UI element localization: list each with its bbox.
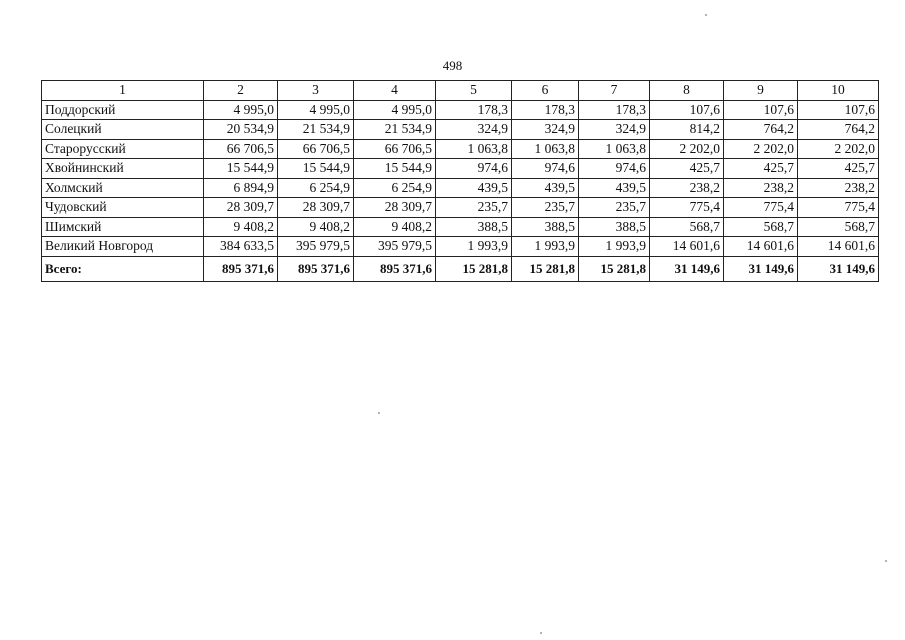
table-cell: 235,7 — [512, 198, 579, 218]
table-cell: 28 309,7 — [204, 198, 278, 218]
table-row — [42, 178, 879, 198]
table-cell: 14 601,6 — [724, 237, 798, 257]
table-cell: 439,5 — [512, 178, 579, 198]
table-cell: 425,7 — [724, 159, 798, 179]
table-row — [42, 237, 879, 257]
table-cell: 4 995,0 — [278, 100, 354, 120]
column-header: 8 — [650, 81, 724, 101]
total-cell: 15 281,8 — [436, 256, 512, 281]
total-cell: 895 371,6 — [204, 256, 278, 281]
district-name: Солецкий — [42, 120, 204, 140]
table-header-row — [42, 81, 879, 101]
total-cell: 895 371,6 — [278, 256, 354, 281]
table-cell: 9 408,2 — [278, 217, 354, 237]
table-cell: 814,2 — [650, 120, 724, 140]
table-cell: 20 534,9 — [204, 120, 278, 140]
district-name: Хвойнинский — [42, 159, 204, 179]
table-cell: 2 202,0 — [724, 139, 798, 159]
total-cell: 15 281,8 — [512, 256, 579, 281]
table-cell: 6 254,9 — [278, 178, 354, 198]
column-header: 10 — [798, 81, 879, 101]
total-cell: 895 371,6 — [354, 256, 436, 281]
table-cell: 28 309,7 — [354, 198, 436, 218]
table-cell: 974,6 — [436, 159, 512, 179]
table-cell: 775,4 — [724, 198, 798, 218]
table-cell: 6 894,9 — [204, 178, 278, 198]
table-cell: 1 993,9 — [436, 237, 512, 257]
table-cell: 775,4 — [798, 198, 879, 218]
table-cell: 66 706,5 — [204, 139, 278, 159]
table-cell: 384 633,5 — [204, 237, 278, 257]
table-row — [42, 100, 879, 120]
table-cell: 235,7 — [436, 198, 512, 218]
table-cell: 388,5 — [436, 217, 512, 237]
table-cell: 14 601,6 — [650, 237, 724, 257]
table-row — [42, 198, 879, 218]
total-label: Всего: — [42, 256, 204, 281]
column-header: 3 — [278, 81, 354, 101]
table-cell: 568,7 — [650, 217, 724, 237]
table-cell: 66 706,5 — [354, 139, 436, 159]
table-cell: 14 601,6 — [798, 237, 879, 257]
table-row — [42, 120, 879, 140]
table-cell: 2 202,0 — [650, 139, 724, 159]
table-cell: 4 995,0 — [354, 100, 436, 120]
column-header: 9 — [724, 81, 798, 101]
column-header: 4 — [354, 81, 436, 101]
table-cell: 21 534,9 — [278, 120, 354, 140]
district-name: Старорусский — [42, 139, 204, 159]
table-cell: 775,4 — [650, 198, 724, 218]
scan-speck — [705, 14, 707, 16]
page-number: 498 — [442, 58, 463, 73]
table-cell: 15 544,9 — [278, 159, 354, 179]
scan-speck — [540, 632, 542, 634]
scan-speck — [885, 560, 887, 562]
table-cell: 4 995,0 — [204, 100, 278, 120]
table-cell: 568,7 — [798, 217, 879, 237]
table-cell: 2 202,0 — [798, 139, 879, 159]
district-name: Поддорский — [42, 100, 204, 120]
table-cell: 238,2 — [650, 178, 724, 198]
table-cell: 324,9 — [436, 120, 512, 140]
table-cell: 388,5 — [512, 217, 579, 237]
district-name: Чудовский — [42, 198, 204, 218]
table-cell: 1 063,8 — [512, 139, 579, 159]
table-row — [42, 217, 879, 237]
table-cell: 425,7 — [798, 159, 879, 179]
table-cell: 1 063,8 — [579, 139, 650, 159]
table-cell: 568,7 — [724, 217, 798, 237]
table-cell: 28 309,7 — [278, 198, 354, 218]
table-cell: 324,9 — [579, 120, 650, 140]
total-row — [42, 256, 879, 281]
district-name: Шимский — [42, 217, 204, 237]
table-cell: 66 706,5 — [278, 139, 354, 159]
table-cell: 9 408,2 — [204, 217, 278, 237]
table-cell: 9 408,2 — [354, 217, 436, 237]
table-cell: 974,6 — [512, 159, 579, 179]
table-cell: 15 544,9 — [204, 159, 278, 179]
table-row — [42, 159, 879, 179]
table-row — [42, 139, 879, 159]
column-header: 6 — [512, 81, 579, 101]
column-header: 1 — [42, 81, 204, 101]
total-cell: 31 149,6 — [798, 256, 879, 281]
district-name: Великий Новгород — [42, 237, 204, 257]
table-cell: 235,7 — [579, 198, 650, 218]
table-cell: 238,2 — [724, 178, 798, 198]
column-header: 2 — [204, 81, 278, 101]
table-cell: 439,5 — [579, 178, 650, 198]
scan-speck — [378, 412, 380, 414]
budget-table — [41, 80, 879, 282]
total-cell: 15 281,8 — [579, 256, 650, 281]
district-name: Холмский — [42, 178, 204, 198]
table-cell: 388,5 — [579, 217, 650, 237]
table-cell: 178,3 — [512, 100, 579, 120]
table-cell: 974,6 — [579, 159, 650, 179]
table-cell: 439,5 — [436, 178, 512, 198]
table-cell: 1 993,9 — [512, 237, 579, 257]
column-header: 7 — [579, 81, 650, 101]
table-cell: 395 979,5 — [278, 237, 354, 257]
table-cell: 107,6 — [650, 100, 724, 120]
table-cell: 21 534,9 — [354, 120, 436, 140]
table-cell: 324,9 — [512, 120, 579, 140]
table-cell: 425,7 — [650, 159, 724, 179]
table-cell: 395 979,5 — [354, 237, 436, 257]
table-cell: 107,6 — [798, 100, 879, 120]
table-cell: 178,3 — [436, 100, 512, 120]
column-header: 5 — [436, 81, 512, 101]
table-cell: 107,6 — [724, 100, 798, 120]
table-cell: 15 544,9 — [354, 159, 436, 179]
table-cell: 764,2 — [724, 120, 798, 140]
table-cell: 1 993,9 — [579, 237, 650, 257]
table-cell: 764,2 — [798, 120, 879, 140]
table-cell: 6 254,9 — [354, 178, 436, 198]
table-cell: 1 063,8 — [436, 139, 512, 159]
total-cell: 31 149,6 — [650, 256, 724, 281]
table-cell: 238,2 — [798, 178, 879, 198]
table-cell: 178,3 — [579, 100, 650, 120]
total-cell: 31 149,6 — [724, 256, 798, 281]
